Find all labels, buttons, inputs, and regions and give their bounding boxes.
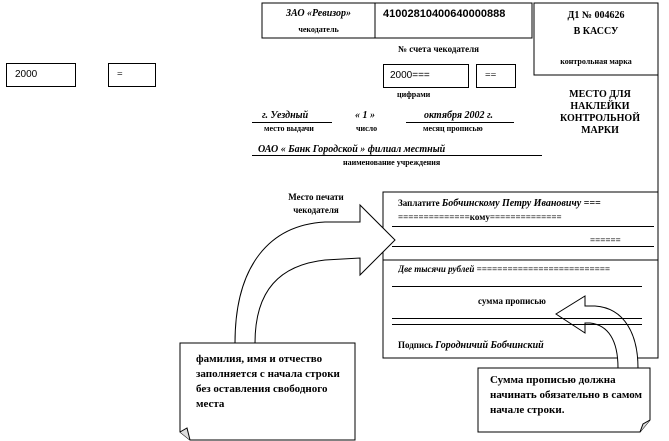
amount-box-left[interactable]	[6, 63, 76, 87]
issue-month-year[interactable]: октября 2002 г.	[424, 110, 494, 121]
control-destination: В КАССУ	[573, 26, 619, 37]
amount-digits-value: 2000===	[390, 70, 430, 81]
account-number[interactable]: 41002810400640000888	[383, 8, 506, 20]
payee-line2: ==============кому==============	[398, 212, 562, 222]
issue-day-caption: число	[356, 124, 378, 133]
amount-digits-equals: ==	[485, 70, 497, 81]
callout-right-text: Сумма прописью должна начинать обязательно в самом начале строки.	[490, 374, 642, 416]
signature-value[interactable]: Городничий Бобчинский	[435, 340, 544, 351]
callout-left-text: фамилия, имя и отчество заполняется с начала строки без оставления свободного места	[196, 353, 340, 410]
payee-line	[398, 198, 601, 209]
drawer-caption: чекодатель	[298, 25, 339, 34]
signature-label: Подпись	[398, 340, 433, 350]
control-caption: контрольная марка	[560, 57, 632, 66]
issue-day[interactable]: « 1 »	[355, 110, 375, 121]
drawer-name: ЗАО «Ревизор»	[285, 8, 352, 19]
amount-digits-box[interactable]	[383, 64, 469, 88]
amount-words[interactable]: Две тысячи рублей ==========================	[398, 264, 611, 274]
amount-digits-caption: цифрами	[397, 90, 431, 99]
account-caption: № счета чекодателя	[398, 44, 479, 54]
stamp-place: Место печати чекодателя	[288, 192, 344, 215]
equals-box-left[interactable]	[108, 63, 156, 87]
amount-box-value: 2000	[15, 69, 38, 80]
amount-words-caption: сумма прописью	[478, 296, 546, 306]
arrow-to-payee-icon	[235, 205, 395, 343]
issue-month-caption: месяц прописью	[423, 124, 483, 133]
control-number: Д1 № 004626	[567, 10, 625, 21]
payee-name[interactable]: Бобчинскому Петру Ивановичу ===	[441, 198, 601, 209]
signature-line	[398, 340, 544, 351]
amount-digits-equals-box[interactable]	[476, 64, 516, 88]
bank-name[interactable]: ОАО « Банк Городской » филиал местный	[258, 144, 446, 155]
payee-line3: ======	[590, 235, 621, 245]
bank-caption: наименование учреждения	[343, 158, 441, 167]
issue-place-caption: место выдачи	[264, 124, 314, 133]
arrow-to-amount-icon	[556, 296, 638, 368]
payee-label: Заплатите	[398, 198, 440, 208]
issue-place[interactable]: г. Уездный	[262, 110, 309, 121]
equals-box-value: =	[117, 69, 123, 80]
control-stamp-place: МЕСТО ДЛЯ НАКЛЕЙКИ КОНТРОЛЬНОЙ МАРКИ	[560, 89, 640, 136]
